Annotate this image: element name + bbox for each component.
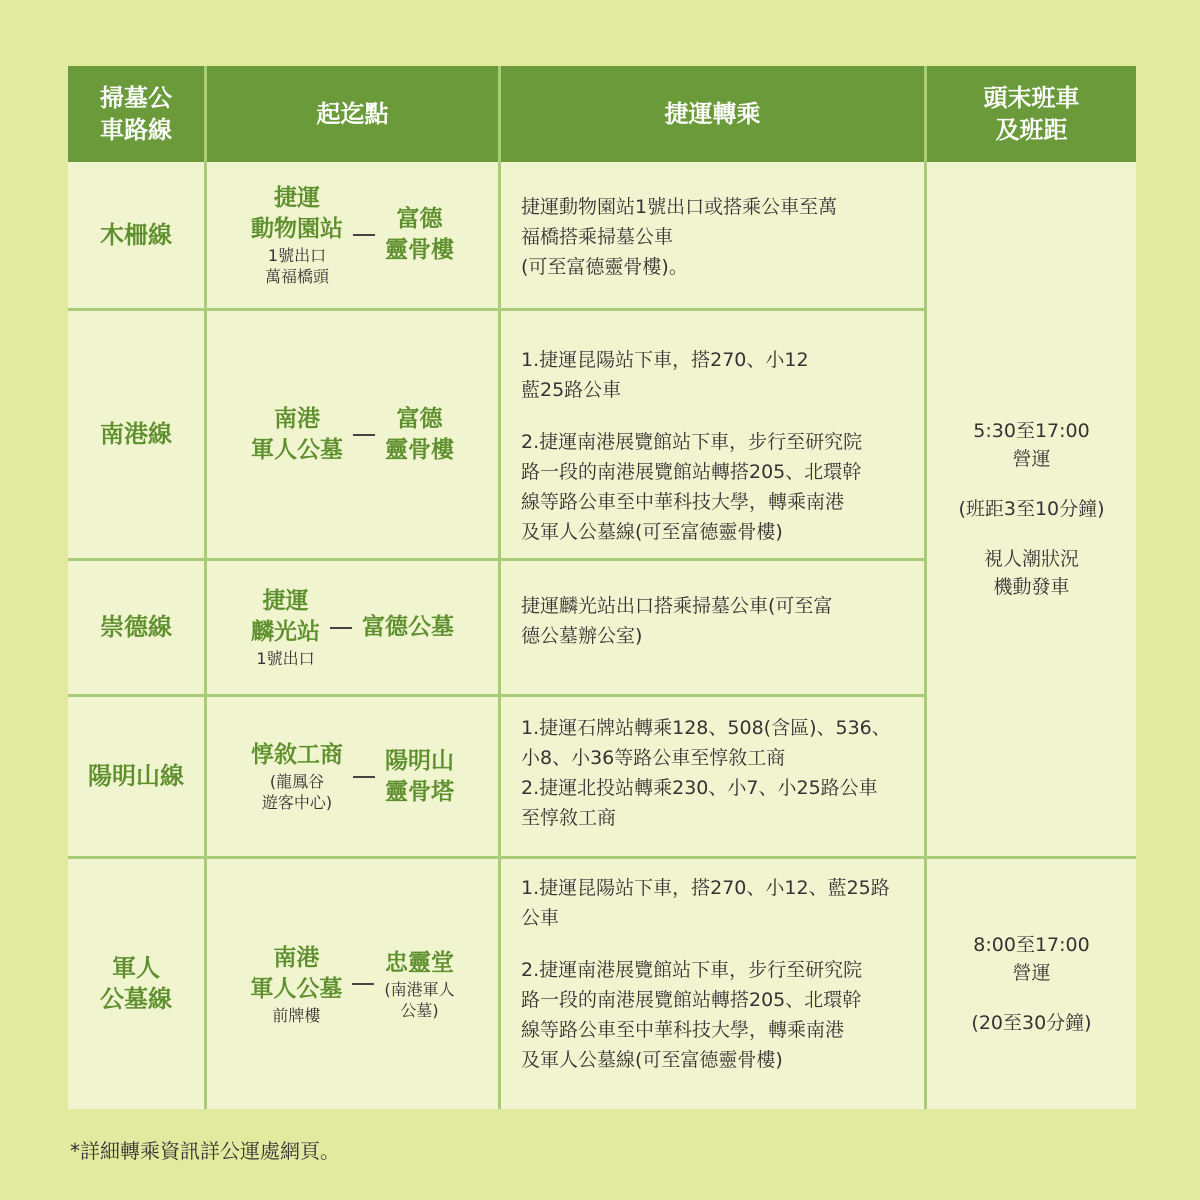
transfer-line: 1.捷運昆陽站下車，搭270、小12、藍25路 — [521, 877, 890, 899]
transfer-line: 線等路公車至中華科技大學，轉乘南港 — [521, 491, 845, 513]
header-times-line2: 及班距 — [995, 116, 1068, 144]
origin-subtitle: (龍鳳谷 — [269, 772, 325, 791]
route-name — [68, 856, 204, 1109]
transfer-line: 至惇敘工商 — [521, 807, 617, 829]
destination-title: 富德 — [396, 405, 443, 432]
service-note: 機動發車 — [993, 576, 1070, 598]
transfer-line: 路一段的南港展覽館站轉搭205、北環幹 — [521, 989, 862, 1011]
origin-subtitle: 1號出口 — [267, 246, 327, 265]
footnote: *詳細轉乘資訊詳公運處網頁。 — [70, 1139, 340, 1163]
transfer-line: 捷運麟光站出口搭乘掃墓公車(可至富 — [521, 595, 833, 617]
destination — [385, 404, 454, 466]
destination — [362, 612, 454, 643]
header-times — [924, 66, 1136, 162]
destination-title: 靈骨塔 — [385, 778, 454, 805]
destination-title: 靈骨樓 — [385, 436, 454, 463]
route-name: 陽明山線 — [68, 694, 204, 856]
transfer-info — [498, 558, 924, 694]
schedule-military-cemetery — [924, 856, 1136, 1109]
dash-separator — [353, 434, 375, 436]
route-endpoints — [204, 162, 498, 308]
destination-title: 忠靈堂 — [385, 949, 454, 976]
service-label: 營運 — [1012, 448, 1051, 470]
route-name: 崇德線 — [68, 558, 204, 694]
origin-subtitle: 萬福橋頭 — [264, 267, 329, 286]
service-label: 營運 — [1012, 962, 1051, 984]
service-hours: 5:30至17:00 — [973, 420, 1090, 442]
dash-separator — [352, 983, 374, 985]
origin-subtitle: 遊客中心) — [261, 793, 333, 812]
header-route-line1: 掃墓公 — [100, 84, 172, 112]
destination-title: 陽明山 — [385, 747, 454, 774]
origin-title: 南港 — [273, 944, 320, 971]
header-route — [68, 66, 204, 162]
transfer-info — [498, 162, 924, 308]
origin-title: 動物園站 — [251, 216, 343, 242]
header-mrt-transfer: 捷運轉乘 — [498, 66, 924, 162]
route-endpoints — [204, 856, 498, 1109]
transfer-line: 捷運動物園站1號出口或搭乘公車至萬 — [521, 196, 838, 218]
route-name: 南港線 — [68, 308, 204, 558]
origin-title: 麟光站 — [251, 619, 320, 645]
transfer-line: 福橋搭乘掃墓公車 — [521, 226, 674, 248]
service-interval: (班距3至10分鐘) — [958, 498, 1105, 520]
transfer-line: 路一段的南港展覽館站轉搭205、北環幹 — [521, 461, 862, 483]
header-route-line2: 車路線 — [100, 116, 172, 144]
destination — [385, 204, 454, 266]
route-endpoints — [204, 308, 498, 558]
schedule-shared — [924, 162, 1136, 856]
transfer-line: 及軍人公墓線(可至富德靈骨樓) — [521, 521, 783, 543]
transfer-line: (可至富德靈骨樓)。 — [521, 256, 688, 278]
origin — [251, 740, 343, 813]
transfer-line: 德公墓辦公室) — [521, 625, 643, 647]
origin — [251, 404, 343, 466]
dash-separator — [353, 776, 375, 778]
transfer-line: 線等路公車至中華科技大學，轉乘南港 — [521, 1019, 845, 1041]
service-interval: (20至30分鐘) — [971, 1012, 1092, 1034]
origin-subtitle: 前牌樓 — [272, 1005, 321, 1025]
transfer-line: 2.捷運南港展覽館站下車，步行至研究院 — [521, 959, 863, 981]
transfer-line: 2.捷運南港展覽館站下車，步行至研究院 — [521, 431, 863, 453]
destination-subtitle: 公墓) — [400, 1000, 439, 1020]
destination-subtitle: (南港軍人 — [384, 979, 455, 999]
destination — [385, 746, 454, 808]
origin-subtitle: 1號出口 — [256, 649, 315, 668]
route-endpoints — [204, 558, 498, 694]
origin-title: 南港 — [274, 405, 320, 432]
transfer-line: 小8、小36等路公車至惇敘工商 — [521, 747, 786, 769]
bus-route-table — [68, 66, 1136, 1109]
destination — [384, 948, 454, 1021]
origin-title: 捷運 — [262, 588, 309, 614]
route-name: 木柵線 — [100, 220, 172, 249]
transfer-line: 1.捷運石牌站轉乘128、508(含區)、536、 — [521, 717, 891, 739]
transfer-line: 2.捷運北投站轉乘230、小7、小25路公車 — [521, 777, 878, 799]
route-name-line: 公墓線 — [100, 985, 172, 1013]
dash-separator — [330, 627, 352, 629]
service-hours: 8:00至17:00 — [973, 934, 1090, 956]
destination-title: 富德 — [396, 206, 443, 232]
destination-title: 靈骨樓 — [385, 237, 454, 263]
dash-separator — [353, 234, 375, 236]
origin-title: 捷運 — [274, 185, 320, 211]
transfer-line: 及軍人公墓線(可至富德靈骨樓) — [521, 1049, 783, 1071]
destination-title: 富德公墓 — [362, 614, 454, 640]
origin-title: 軍人公墓 — [251, 436, 343, 463]
transfer-line: 1.捷運昆陽站下車，搭270、小12 — [521, 349, 809, 371]
origin — [251, 586, 320, 669]
origin — [250, 943, 342, 1026]
transfer-info — [498, 694, 924, 856]
route-endpoints — [204, 694, 498, 856]
header-times-line1: 頭末班車 — [983, 84, 1080, 112]
origin — [251, 183, 343, 287]
service-note: 視人潮狀況 — [983, 548, 1079, 570]
origin-title: 惇敘工商 — [251, 742, 343, 768]
header-endpoints: 起迄點 — [204, 66, 498, 162]
route-name-line: 軍人 — [112, 954, 160, 982]
transfer-line: 藍25路公車 — [521, 379, 622, 401]
origin-title: 軍人公墓 — [250, 975, 343, 1002]
transfer-info — [498, 308, 924, 558]
transfer-line: 公車 — [521, 907, 560, 929]
transfer-info — [498, 856, 924, 1109]
